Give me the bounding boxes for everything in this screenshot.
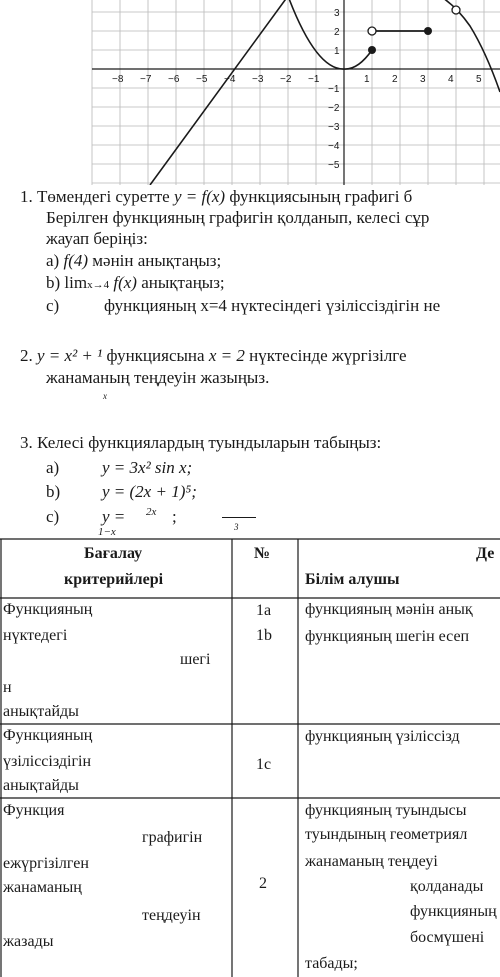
q1-a-text: мәнін анықтаңыз; [88,251,222,270]
q1-a-label: a) [46,251,60,270]
q2-mid: функциясына [102,346,209,365]
x-tick-label: 2 [392,74,398,85]
q2-post: нүктесінде жүргізілге [244,346,407,365]
header-descriptor-top: Де [476,545,495,562]
row2-criteria-line1: Функцияның [3,727,93,744]
x-tick-label: 5 [476,74,482,85]
row1-criteria-line1: Функцияның [3,601,93,618]
y-tick-label: −1 [328,84,340,95]
row1-criteria-line2: нүктедегі [3,627,68,644]
x-tick-labels [112,74,482,85]
y-tick-label: −4 [328,141,340,152]
row3-desc-line7: табады; [305,955,358,972]
q1-line2: Берілген функцияның графигін қолданып, келесі сұр [46,208,430,227]
q1-math: y = f(x) [173,187,226,206]
q1-line3: жауап беріңіз: [46,229,148,248]
q3-b-label: b) [46,482,61,501]
x-tick-label: −2 [280,74,292,85]
x-tick-label: −7 [140,74,152,85]
row1-criteria-line4: н [3,679,12,696]
row3-criteria-line2: графигін [142,829,203,846]
assessment-table [0,538,500,977]
row3-desc-line5: функцияның [410,903,497,920]
x-tick-label: 4 [448,74,454,85]
q3-c-math: y = [102,507,126,526]
y-tick-label: 3 [334,8,340,19]
graph-grid [92,0,500,185]
row1-num-a: 1a [256,602,272,619]
x-tick-label: −1 [308,74,320,85]
q3-c-label: c) [46,507,60,526]
row1-num-b: 1b [256,627,272,644]
row1-criteria-line3: шегі [180,651,211,668]
q2-math: y = x² + ¹ [37,346,103,365]
q3-c-numerator: 2x [146,506,157,518]
header-criteria-line2: критерийлері [64,571,164,588]
q2-line1 [20,346,407,366]
row3-desc-line4: қолданады [410,878,484,895]
row3-desc-line6: босмүшені [410,929,485,946]
y-tick-labels [328,8,340,171]
q3-b-math: y = (2x + 1)⁵; [102,482,197,501]
q1-a-math: f(4) [63,251,89,270]
q1-item-c-text: функцияның x=4 нүктесіндегі үзіліссіздігін не [104,296,441,315]
row3-criteria-line4: жанаманың [3,879,82,896]
x-tick-label: −5 [196,74,208,85]
row3-desc-line1: функцияның туындысы [305,802,467,819]
q2-math2: x = 2 [208,346,245,365]
q3-c-fraction-bar [222,517,256,518]
y-tick-label: −3 [328,122,340,133]
q2-frac-denominator: x [103,391,107,401]
row3-desc-line2: туындының геометриял [305,826,468,843]
x-tick-label: −4 [224,74,236,85]
row1-desc-a: функцияның мәнін анық [305,601,473,618]
q3-c-extra: 3 [234,522,239,532]
header-descriptor-sub: Білім алушы [305,571,400,588]
closed-point-1-1 [368,46,376,54]
y-tick-label: −2 [328,103,340,114]
header-number: № [254,545,271,562]
q1-line1 [20,187,412,207]
q1-b-math: f(x) [113,273,137,292]
row3-criteria-line1: Функция [3,802,65,819]
q1-b-lim: lim [64,273,88,292]
q3-title: 3. Келесі функциялардың туындыларын табыңыз: [20,433,382,452]
q1-b-label: b) [46,273,61,292]
y-tick-label: −5 [328,160,340,171]
row2-desc: функцияның үзіліссізд [305,728,460,745]
q2-num: 2. [20,346,37,365]
q3-a-label: a) [46,458,60,477]
open-point-4-3 [452,6,460,14]
q1-item-a [46,251,221,271]
q3-c-denominator: 1−x [98,526,116,538]
row1-criteria-line5: анықтайды [3,703,79,720]
x-tick-label: −8 [112,74,124,85]
header-criteria-line1: Бағалау [84,545,143,562]
q1-item-c-label: c) [46,296,60,315]
row2-criteria-line3: анықтайды [3,777,79,794]
q1-b-sub: x→4 [87,279,110,291]
y-tick-label: 1 [334,46,340,57]
q2-line2: жанаманың теңдеуін жазыңыз. [46,368,270,387]
row2-num: 1c [256,756,272,773]
row2-criteria-line2: үзіліссіздігін [3,753,92,770]
row3-criteria-line6: жазады [3,933,54,950]
x-tick-label: −3 [252,74,264,85]
y-tick-label: 2 [334,27,340,38]
x-tick-label: 1 [364,74,370,85]
x-tick-label: −6 [168,74,180,85]
row3-criteria-line3: ежүргізілген [3,855,89,872]
q3-c-semicolon: ; [172,507,177,526]
open-point-1-2 [368,27,376,35]
q3-a-math: y = 3x² sin x; [102,458,193,477]
row1-desc-b: функцияның шегін есеп [305,628,470,645]
function-graph [0,0,500,185]
graph-line-left [150,0,288,185]
row3-num: 2 [259,875,267,892]
q1-b-text: анықтаңыз; [136,273,225,292]
closed-point-3-2 [424,27,432,35]
q1-text-post: функциясының графигі б [225,187,413,206]
row3-desc-line3: жанаманың теңдеуі [305,853,438,870]
row3-criteria-line5: теңдеуін [142,907,201,924]
q1-item-b [46,273,225,295]
graph-parabola [288,0,372,69]
q1-text-pre: 1. Төмендегі суретте [20,187,174,206]
x-tick-label: 3 [420,74,426,85]
